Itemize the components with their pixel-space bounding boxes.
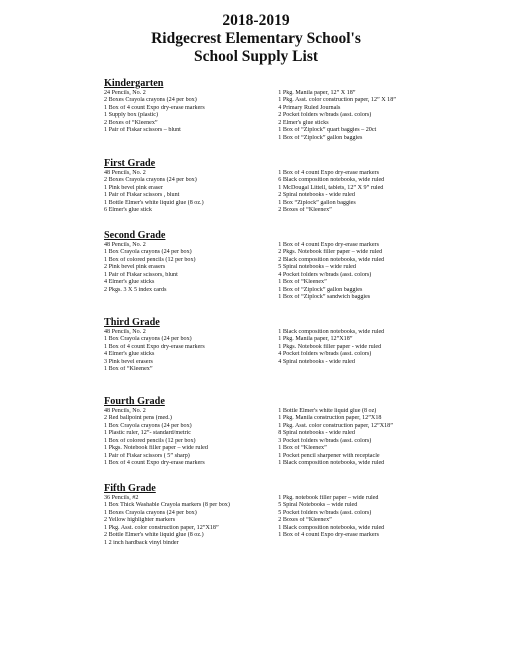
- supply-item: 48 Pencils, No. 2: [104, 242, 146, 248]
- supply-item: 1 Pkgs. Notebook filler paper – wide ruled: [104, 445, 208, 452]
- section-title: Fourth Grade: [104, 396, 165, 407]
- supply-item: 8 Spiral notebooks - wide ruled: [278, 430, 355, 437]
- supply-item: 1 Box of “Ziplock” quart baggies – 20ct: [278, 127, 377, 134]
- section-third-grade: [104, 317, 434, 374]
- supply-item: 1 Pkgs. Notebook filler paper - wide ruled: [278, 343, 382, 350]
- section-title: First Grade: [104, 158, 156, 169]
- title-list: School Supply List: [193, 48, 319, 65]
- supply-item: 24 Pencils, No. 2: [104, 90, 146, 96]
- left-column: [104, 170, 278, 215]
- supply-item: 1 2 inch hardback vinyl binder: [104, 539, 179, 546]
- section-kindergarten: [104, 78, 434, 142]
- left-column: [104, 495, 278, 547]
- supply-item: 5 Pocket folders w/brads (asst. colors): [278, 509, 372, 516]
- supply-item: 2 Boxes of “Kleenex”: [104, 119, 158, 126]
- left-column: [104, 329, 278, 374]
- right-column: [278, 329, 434, 374]
- supply-item: 1 Box Crayola crayons (24 per box): [104, 336, 192, 343]
- section-title: Fifth Grade: [104, 483, 156, 494]
- supply-item: 1 Bottle Elmer's white liquid glue (8 oz): [278, 408, 377, 414]
- supply-item: 1 Box of colored pencils (12 per box): [104, 256, 196, 263]
- supply-item: 1 Box Crayola crayons (24 per box): [104, 422, 192, 429]
- supply-item: 1 Pair of Fiskar scissors ( 5” sharp): [104, 452, 190, 459]
- supply-item: 2 Pkgs. 3 X 5 index cards: [104, 286, 167, 293]
- supply-item: 4 Primary Ruled Journals: [278, 104, 341, 111]
- supply-item: 1 Box of 4 count Expo dry-erase markers: [104, 460, 205, 467]
- supply-item: 1 Black composition notebooks, wide ruled: [278, 524, 385, 531]
- supply-item: 6 Black composition notebooks, wide ruled: [278, 177, 385, 184]
- supply-item: 4 Elmer's glue sticks: [104, 351, 155, 358]
- right-column: [278, 170, 434, 215]
- supply-item: 1 Black composition notebooks, wide ruled: [278, 460, 385, 467]
- supply-item: 1 Bottle Elmer's white liquid glue (8 oz.): [104, 199, 204, 206]
- supply-item: 1 Boxes Crayola crayons (24 per box): [104, 509, 197, 516]
- supply-item: 1 Box of 4 count Expo dry-erase markers: [104, 104, 205, 111]
- supply-item: 1 Box Thick Washable Crayola markers (8 per box): [104, 502, 230, 509]
- supply-item: 2 Pink bevel pink erasers: [104, 264, 166, 271]
- supply-item: 1 Pair of Fiskar scissors , blunt: [104, 192, 180, 199]
- supply-item: 1 Box of “Ziplock” gallon baggies: [278, 134, 363, 141]
- supply-item: 1 Box of 4 count Expo dry-erase markers: [278, 532, 379, 539]
- right-column: [278, 495, 434, 547]
- supply-item: 2 Black composition notebooks, wide ruled: [278, 256, 385, 263]
- supply-item: 1 Pkg. Manila paper, 12” X 18”: [278, 90, 356, 96]
- supply-item: 2 Boxes of “Kleenex”: [278, 517, 332, 524]
- supply-item: 1 Pkg. Asst. color construction paper, 12” X 18”: [278, 97, 396, 104]
- right-column: [278, 242, 434, 302]
- left-column: [104, 242, 278, 302]
- supply-item: 1 Box of “Kleenex”: [104, 366, 153, 373]
- title-year: 2018-2019: [222, 12, 290, 29]
- supply-item: 1 Pkg. Asst. color construction paper, 12”X18”: [278, 422, 393, 429]
- supply-item: 1 Box Crayola crayons (24 per box): [104, 249, 192, 256]
- supply-item: 3 Pink bevel erasers: [104, 358, 153, 365]
- document-header: [0, 12, 512, 66]
- supply-item: 1 Box of colored pencils (12 per box): [104, 437, 196, 444]
- supply-item: 5 Spiral Notebooks – wide ruled: [278, 502, 358, 509]
- section-fifth-grade: [104, 483, 434, 547]
- supply-item: 2 Red ballpoint pens (med.): [104, 415, 172, 422]
- supply-item: 1 Pair of Fiskar scissors, blunt: [104, 271, 178, 278]
- supply-item: 2 Pocket folders w/brads (asst. colors): [278, 112, 372, 119]
- supply-item: 1 Pkg. Manila paper, 12”X18”: [278, 336, 353, 343]
- section-title: Second Grade: [104, 230, 166, 241]
- supply-item: 1 Pkg. Asst. color construction paper, 12”X18”: [104, 524, 219, 531]
- supply-item: 48 Pencils, No. 2: [104, 170, 146, 176]
- supply-item: 2 Elmer's glue sticks: [278, 119, 329, 126]
- supply-item: 1 Pair of Fiskar scissors – blunt: [104, 127, 181, 134]
- supply-item: 1 Box of 4 count Expo dry-erase markers: [278, 170, 379, 176]
- supply-item: 2 Boxes Crayola crayons (24 per box): [104, 97, 197, 104]
- supply-item: 1 Box of “Kleenex”: [278, 279, 327, 286]
- right-column: [278, 90, 434, 142]
- supply-item: 4 Spiral notebooks - wide ruled: [278, 358, 355, 365]
- supply-item: 1 Box of 4 count Expo dry-erase markers: [104, 343, 205, 350]
- supply-item: 1 Box of “Kleenex”: [278, 445, 327, 452]
- supply-item: 48 Pencils, No. 2: [104, 408, 146, 414]
- supply-item: 2 Boxes of “Kleenex”: [278, 207, 332, 214]
- supply-item: 2 Boxes Crayola crayons (24 per box): [104, 177, 197, 184]
- left-column: [104, 90, 278, 142]
- supply-item: 1 Pkg. Manila construction paper, 12”X18: [278, 415, 382, 422]
- supply-item: 4 Pocket folders w/brads (asst. colors): [278, 351, 372, 358]
- supply-item: 1 Box of “Ziplock” sandwich baggies: [278, 294, 371, 301]
- supply-item: 1 Black composition notebooks, wide ruled: [278, 329, 385, 335]
- supply-item: 1 Box of “Ziplock” gallon baggies: [278, 286, 363, 293]
- section-title: Kindergarten: [104, 78, 164, 89]
- supply-item: 1 Box of 4 count Expo dry-erase markers: [278, 242, 379, 248]
- supply-item: 48 Pencils, No. 2: [104, 329, 146, 335]
- supply-item: 6 Elmer's glue stick: [104, 207, 152, 214]
- section-title: Third Grade: [104, 317, 160, 328]
- supply-item: 1 McDougal Littell, tablets, 12” X 9” ruled: [278, 184, 384, 191]
- supply-item: 3 Pocket folders w/brads (asst. colors): [278, 437, 372, 444]
- supply-item: 36 Pencils, #2: [104, 495, 139, 501]
- title-school: Ridgecrest Elementary School's: [151, 30, 361, 47]
- supply-item: 1 Pink bevel pink eraser: [104, 184, 163, 191]
- section-second-grade: [104, 230, 434, 302]
- right-column: [278, 408, 434, 468]
- left-column: [104, 408, 278, 468]
- supply-item: 4 Elmer's glue sticks: [104, 279, 155, 286]
- supply-item: 1 Plastic ruler, 12”- standard/metric: [104, 430, 191, 437]
- supply-item: 2 Yellow highlighter markers: [104, 517, 176, 524]
- supply-item: 1 Supply box (plastic): [104, 112, 158, 119]
- supply-item: 2 Bottle Elmer's white liquid glue (8 oz.): [104, 532, 204, 539]
- supply-item: 5 Spiral notebooks – wide ruled: [278, 264, 356, 271]
- supply-item: 2 Pkgs. Notebook filler paper – wide ruled: [278, 249, 383, 256]
- supply-item: 1 Pocket pencil sharpener with receptacle: [278, 452, 380, 459]
- supply-item: 4 Pocket folders w/brads (asst. colors): [278, 271, 372, 278]
- supply-item: 1 Box “Ziplock” gallon baggies: [278, 199, 356, 206]
- supply-item: 1 Pkg. notebook filler paper – wide ruled: [278, 495, 379, 501]
- supply-item: 2 Spiral notebooks - wide ruled: [278, 192, 355, 199]
- section-fourth-grade: [104, 396, 434, 468]
- section-first-grade: [104, 158, 434, 215]
